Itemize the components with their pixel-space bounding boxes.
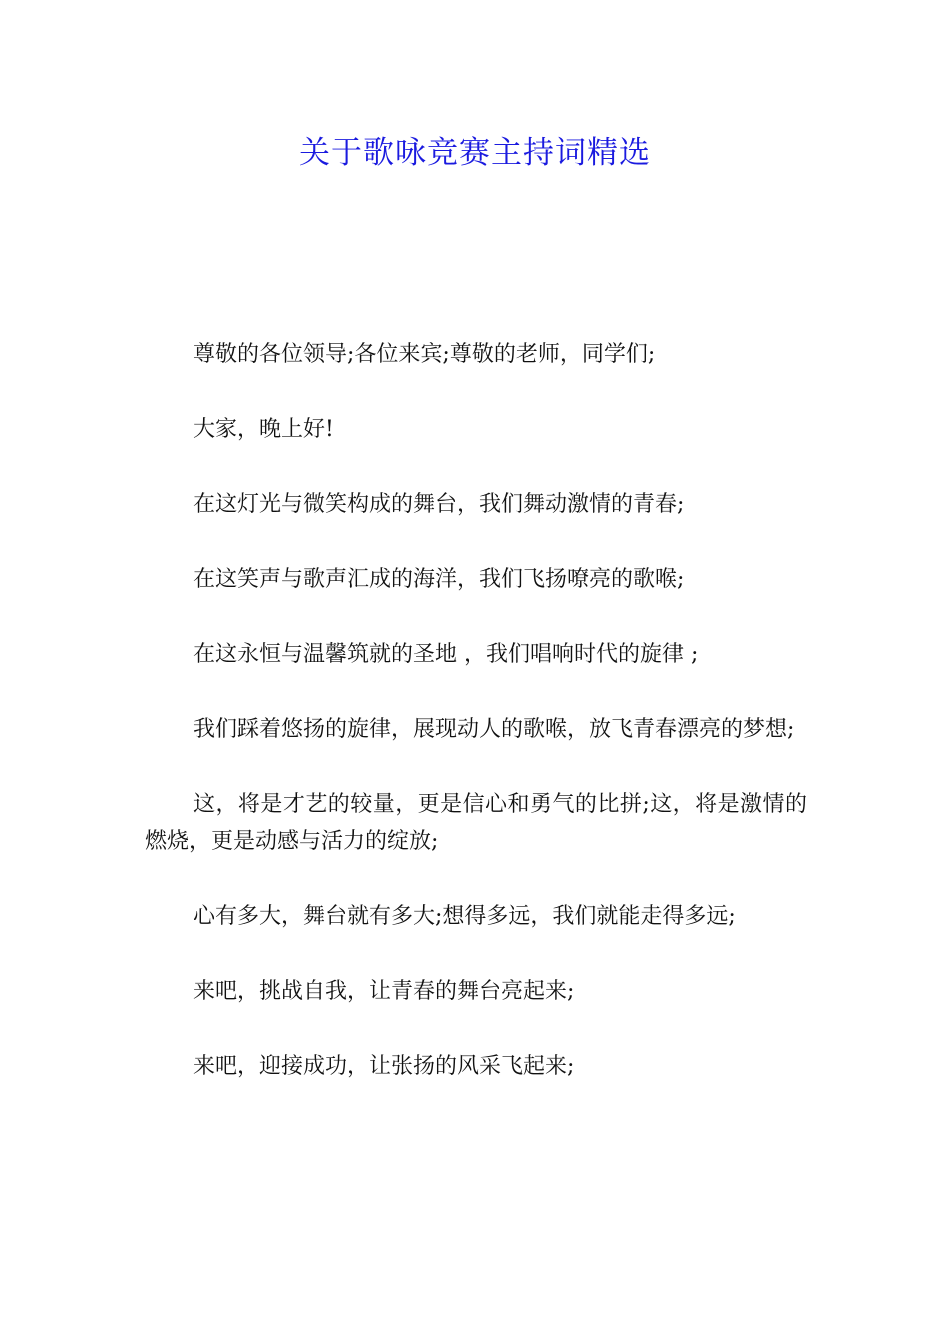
paragraph-holy-land: 在这永恒与温馨筑就的圣地 ，我们唱响时代的旋律 ; xyxy=(193,642,699,667)
paragraph-greeting: 尊敬的各位领导;各位来宾;尊敬的老师，同学们; xyxy=(193,342,656,367)
paragraph-good-evening: 大家，晚上好! xyxy=(193,417,334,442)
paragraph-contest: 这，将是才艺的较量，更是信心和勇气的比拼;这，将是激情的燃烧，更是动感与活力的绽放; xyxy=(145,792,807,854)
paragraph-challenge: 来吧，挑战自我，让青春的舞台亮起来; xyxy=(193,979,575,1004)
document-title: 关于歌咏竞赛主持词精选 xyxy=(299,135,651,171)
paragraph-stage: 在这灯光与微笑构成的舞台，我们舞动激情的青春; xyxy=(193,492,685,517)
paragraph-success: 来吧，迎接成功，让张扬的风采飞起来; xyxy=(193,1054,575,1079)
document-body xyxy=(145,336,807,1123)
paragraph-ocean: 在这笑声与歌声汇成的海洋，我们飞扬嘹亮的歌喉; xyxy=(193,567,685,592)
paragraph-dreams: 我们踩着悠扬的旋律，展现动人的歌喉，放飞青春漂亮的梦想; xyxy=(193,717,795,742)
paragraph-heart: 心有多大，舞台就有多大;想得多远，我们就能走得多远; xyxy=(193,904,736,929)
